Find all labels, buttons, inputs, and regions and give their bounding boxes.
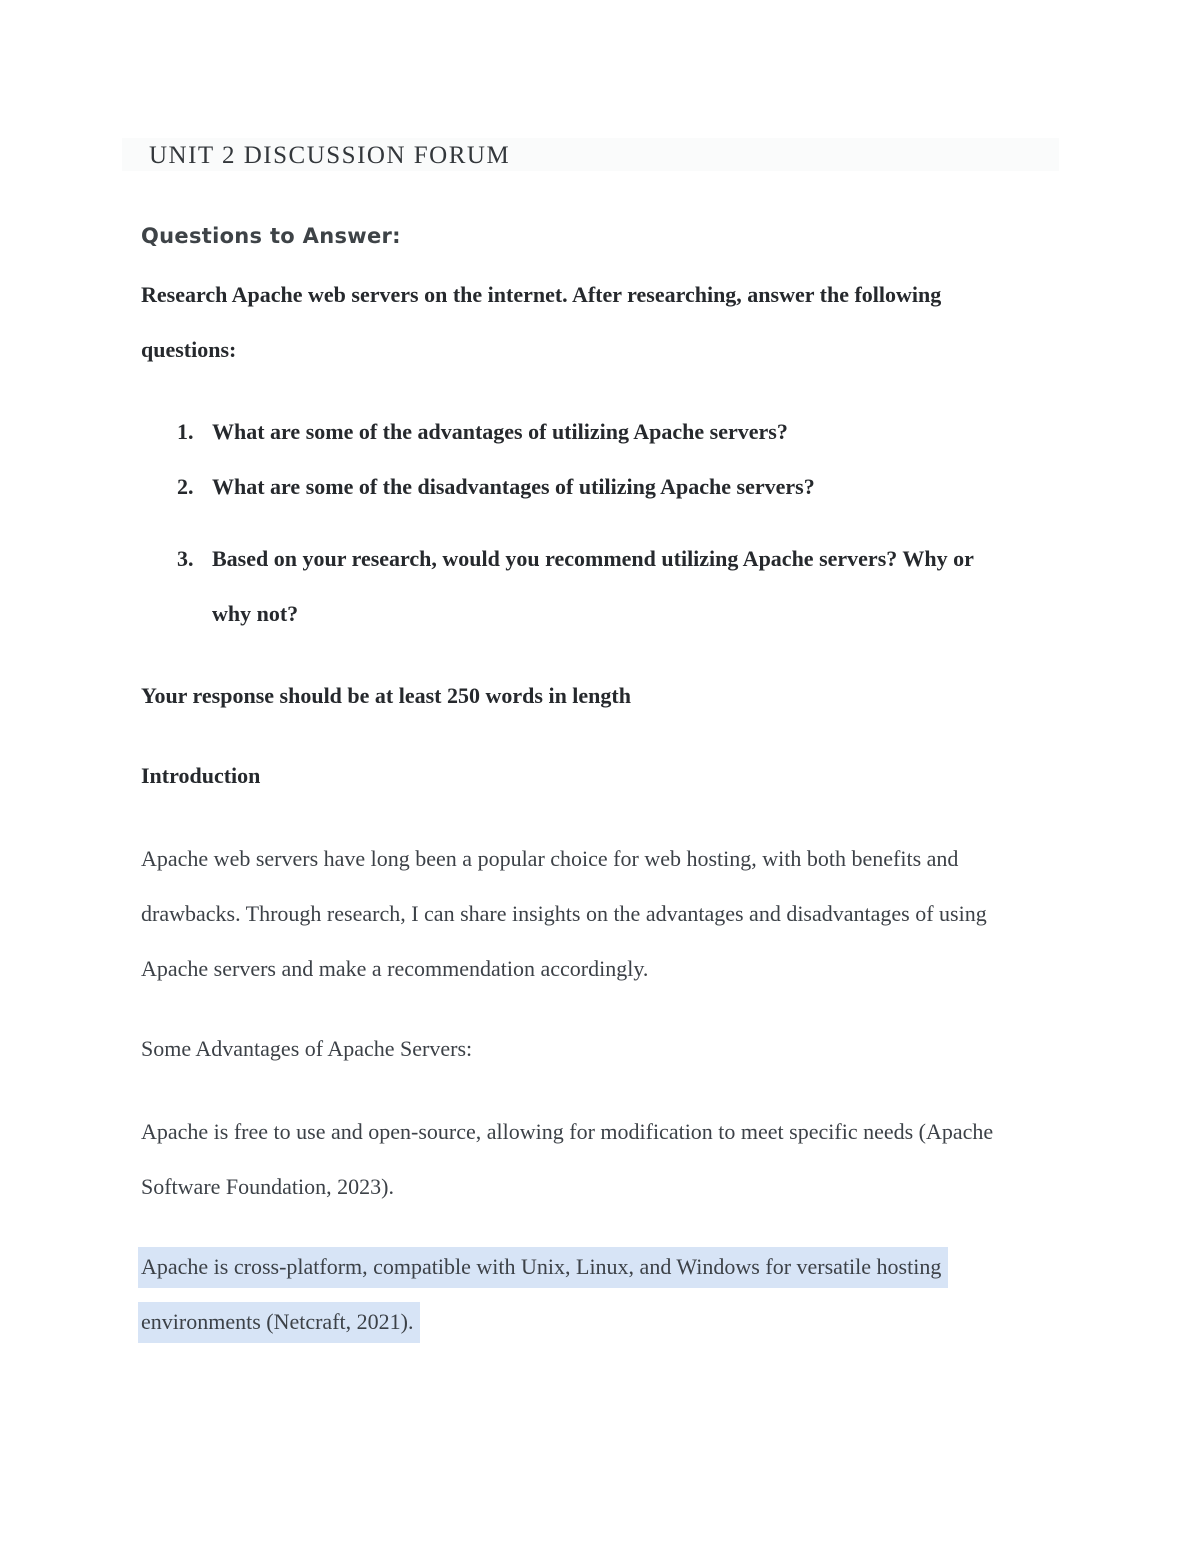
highlighted-paragraph-line <box>141 1294 1059 1349</box>
questions-list <box>141 404 1059 641</box>
question-item-2 <box>141 459 1059 514</box>
paragraph-line: Apache web servers have long been a popular choice for web hosting, with both benefits and <box>141 846 959 871</box>
document-title: UNIT 2 DISCUSSION FORUM <box>149 142 511 169</box>
question-item-3 <box>141 531 1059 641</box>
question-number: 3. <box>177 546 194 571</box>
paragraph-line: drawbacks. Through research, I can share insights on the advantages and disadvantages of using <box>141 901 987 926</box>
prompt-line-1: Research Apache web servers on the internet. After researching, answer the following <box>141 282 942 307</box>
advantages-heading <box>141 1021 1059 1076</box>
title-highlight-bar <box>122 138 1059 171</box>
question-text <box>212 459 1059 514</box>
question-number: 1. <box>177 419 194 444</box>
introduction-heading-text: Introduction <box>141 763 261 788</box>
introduction-heading <box>141 748 1059 803</box>
paragraph-line: Software Foundation, 2023). <box>141 1174 394 1199</box>
advantage-paragraph <box>141 1104 1059 1214</box>
question-number: 2. <box>177 474 194 499</box>
document-content <box>0 138 1200 1349</box>
introduction-paragraph <box>141 831 1059 996</box>
highlighted-paragraph-line <box>141 1239 1059 1294</box>
question-text <box>212 531 1059 641</box>
paragraph-line: Apache servers and make a recommendation accordingly. <box>141 956 649 981</box>
highlighted-paragraph <box>141 1239 1059 1349</box>
advantages-heading-text: Some Advantages of Apache Servers: <box>141 1036 473 1061</box>
question-line: What are some of the advantages of utilizing Apache servers? <box>212 419 788 444</box>
prompt-line-2: questions: <box>141 337 237 362</box>
highlighted-text-line: Apache is cross-platform, compatible with Unix, Linux, and Windows for versatile hosting <box>138 1247 948 1288</box>
question-text <box>212 404 1059 459</box>
questions-heading: Questions to Answer: <box>141 224 401 248</box>
question-line: Based on your research, would you recommend utilizing Apache servers? Why or <box>212 546 974 571</box>
paragraph-line: Apache is free to use and open-source, allowing for modification to meet specific needs (Apache <box>141 1119 994 1144</box>
question-item-1 <box>141 404 1059 459</box>
highlighted-text-line: environments (Netcraft, 2021). <box>138 1302 420 1343</box>
question-line: What are some of the disadvantages of utilizing Apache servers? <box>212 474 815 499</box>
length-requirement <box>141 668 1059 723</box>
prompt-paragraph <box>141 267 1059 377</box>
question-line: why not? <box>212 601 299 626</box>
length-requirement-text: Your response should be at least 250 words in length <box>141 683 631 708</box>
